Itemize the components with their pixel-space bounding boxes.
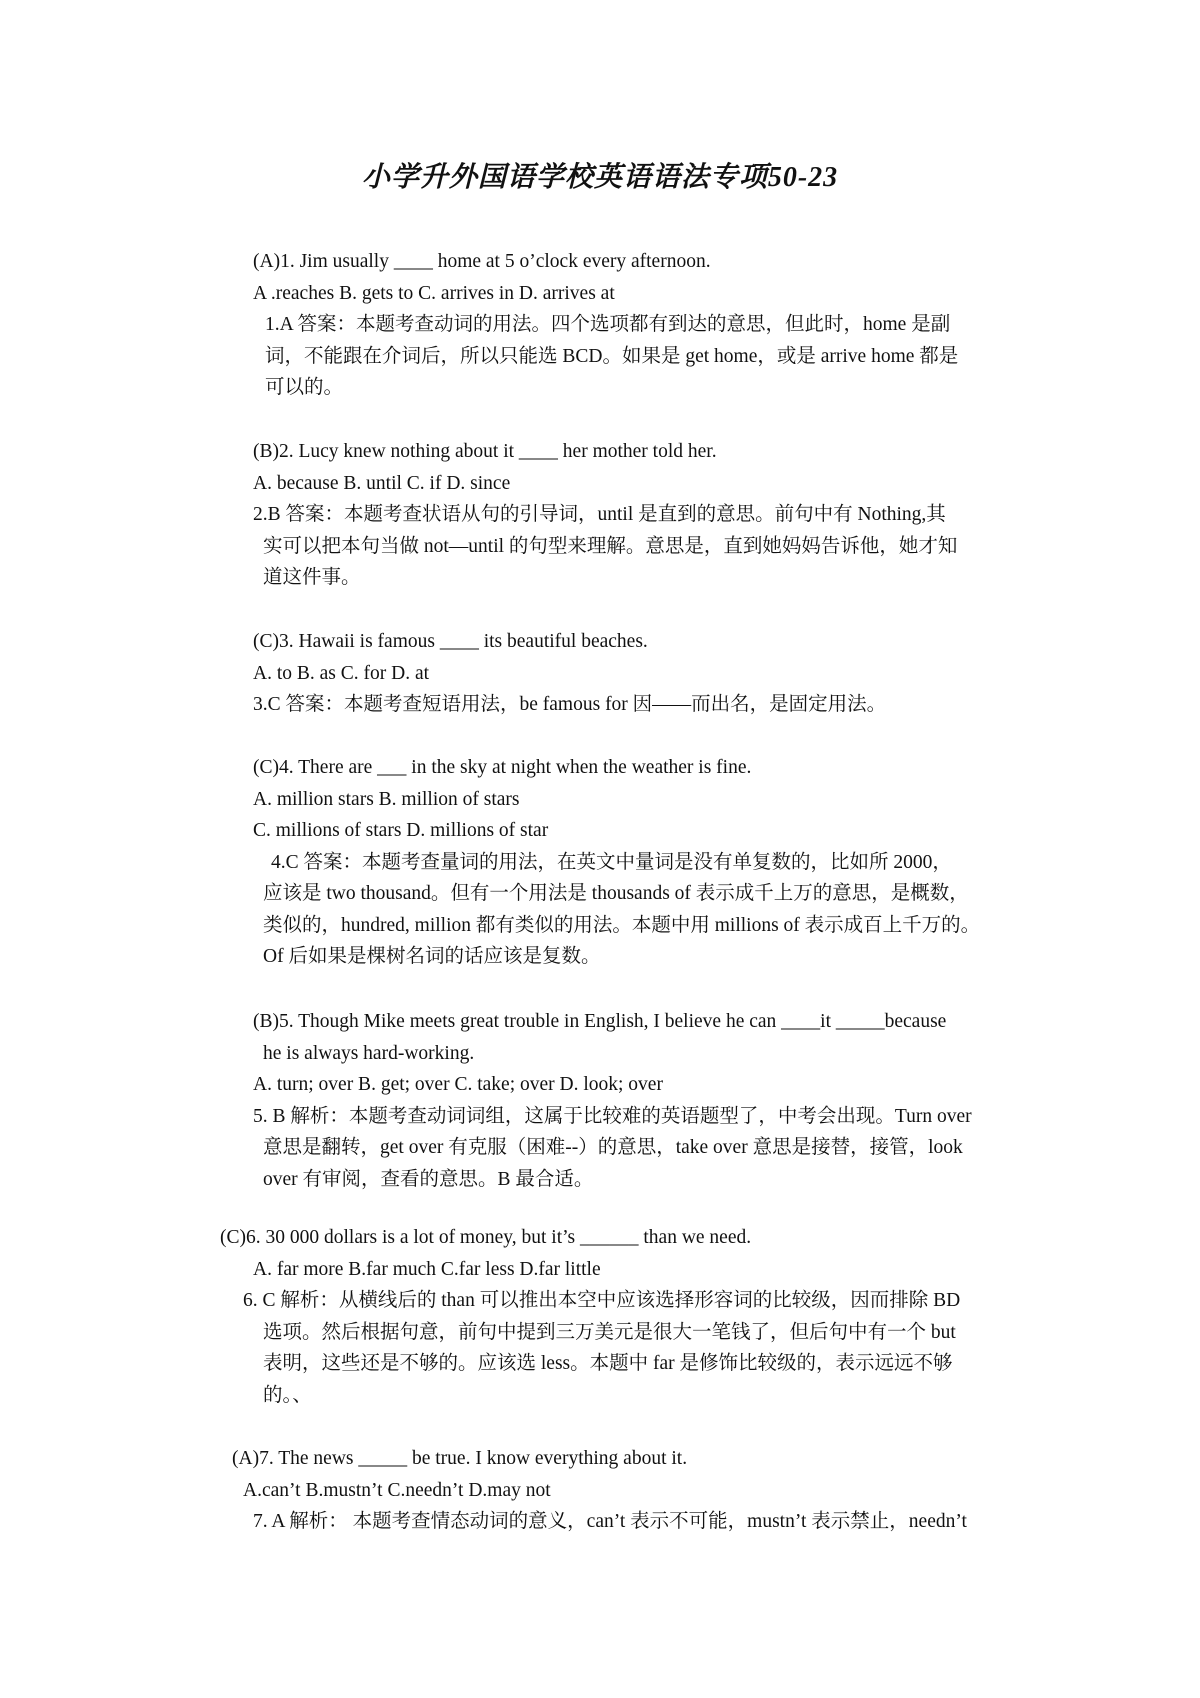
question-7: [232, 1443, 967, 1538]
question-options: C. millions of stars D. millions of star: [253, 820, 549, 841]
answer-line: 3.C 答案：本题考查短语用法，be famous for 因——而出名，是固定用法。: [253, 694, 887, 715]
question-4: [253, 752, 980, 973]
question-stem: (A)1. Jim usually ____ home at 5 o’clock every afternoon.: [253, 251, 711, 272]
question-5: [253, 1006, 972, 1195]
answer-line: 7. A 解析： 本题考查情态动词的意义，can’t 表示不可能，mustn’t 表示禁止，needn’t: [253, 1511, 967, 1532]
answer-line: 1.A 答案：本题考查动词的用法。四个选项都有到达的意思，但此时，home 是副: [265, 314, 951, 335]
answer-line: 意思是翻转，get over 有克服（困难--）的意思，take over 意思是接替，接管，look: [263, 1137, 963, 1158]
question-options: A. million stars B. million of stars: [253, 788, 520, 810]
page-title: 小学升外国语学校英语语法专项50-23: [361, 162, 839, 193]
answer-line: over 有审阅，查看的意思。B 最合适。: [263, 1168, 594, 1190]
question-2: [253, 436, 957, 594]
answer-line: 词，不能跟在介词后，所以只能选 BCD。如果是 get home，或是 arrive home 都是: [265, 345, 959, 367]
answer-line: 表明，这些还是不够的。应该选 less。本题中 far 是修饰比较级的，表示远远不够: [263, 1353, 953, 1374]
answer-line: 选项。然后根据句意，前句中提到三万美元是很大一笔钱了，但后句中有一个 but: [263, 1321, 956, 1343]
question-stem: (B)5. Though Mike meets great trouble in English, I believe he can ____it _____because: [253, 1011, 947, 1032]
question-stem: (B)2. Lucy knew nothing about it ____ her mother told her.: [253, 441, 717, 462]
answer-line: 应该是 two thousand。但有一个用法是 thousands of 表示成千上万的意思，是概数，: [263, 883, 969, 904]
question-1: [253, 246, 958, 404]
question-stem: (C)4. There are ___ in the sky at night when the weather is fine.: [253, 757, 752, 778]
question-options: A. turn; over B. get; over C. take; over D. look; over: [253, 1074, 663, 1095]
question-6: [220, 1222, 960, 1411]
question-options: A .reaches B. gets to C. arrives in D. arrives at: [253, 282, 615, 304]
question-stem: (A)7. The news _____ be true. I know everything about it.: [232, 1448, 688, 1469]
answer-line: 实可以把本句当做 not—until 的句型来理解。意思是，直到她妈妈告诉他，她才知: [263, 535, 958, 557]
answer-line: Of 后如果是棵树名词的话应该是复数。: [263, 946, 601, 967]
answer-line: 4.C 答案：本题考查量词的用法，在英文中量词是没有单复数的，比如所 2000，: [271, 851, 952, 873]
question-3: [253, 626, 886, 721]
answer-line: 5. B 解析：本题考查动词词组，这属于比较难的英语题型了，中考会出现。Turn over: [253, 1105, 972, 1127]
question-stem-continued: he is always hard-working.: [263, 1042, 475, 1064]
question-options: A. far more B.far much C.far less D.far little: [253, 1258, 601, 1280]
answer-line: 类似的，hundred, million 都有类似的用法。本题中用 millions of 表示成百上千万的。: [263, 914, 981, 936]
question-stem: (C)3. Hawaii is famous ____ its beautiful beaches.: [253, 631, 648, 652]
answer-line: 可以的。: [265, 377, 344, 398]
question-options: A. because B. until C. if D. since: [253, 472, 511, 494]
answer-line: 的。、: [263, 1384, 312, 1406]
question-options: A. to B. as C. for D. at: [253, 662, 430, 684]
question-options: A.can’t B.mustn’t C.needn’t D.may not: [243, 1479, 551, 1501]
answer-line: 6. C 解析：从横线后的 than 可以推出本空中应该选择形容词的比较级，因而排除 BD: [243, 1290, 961, 1311]
question-stem: (C)6. 30 000 dollars is a lot of money, but it’s ______ than we need.: [220, 1227, 752, 1248]
answer-line: 道这件事。: [263, 567, 361, 588]
answer-line: 2.B 答案：本题考查状语从句的引导词，until 是直到的意思。前句中有 Nothing,其: [253, 504, 946, 525]
